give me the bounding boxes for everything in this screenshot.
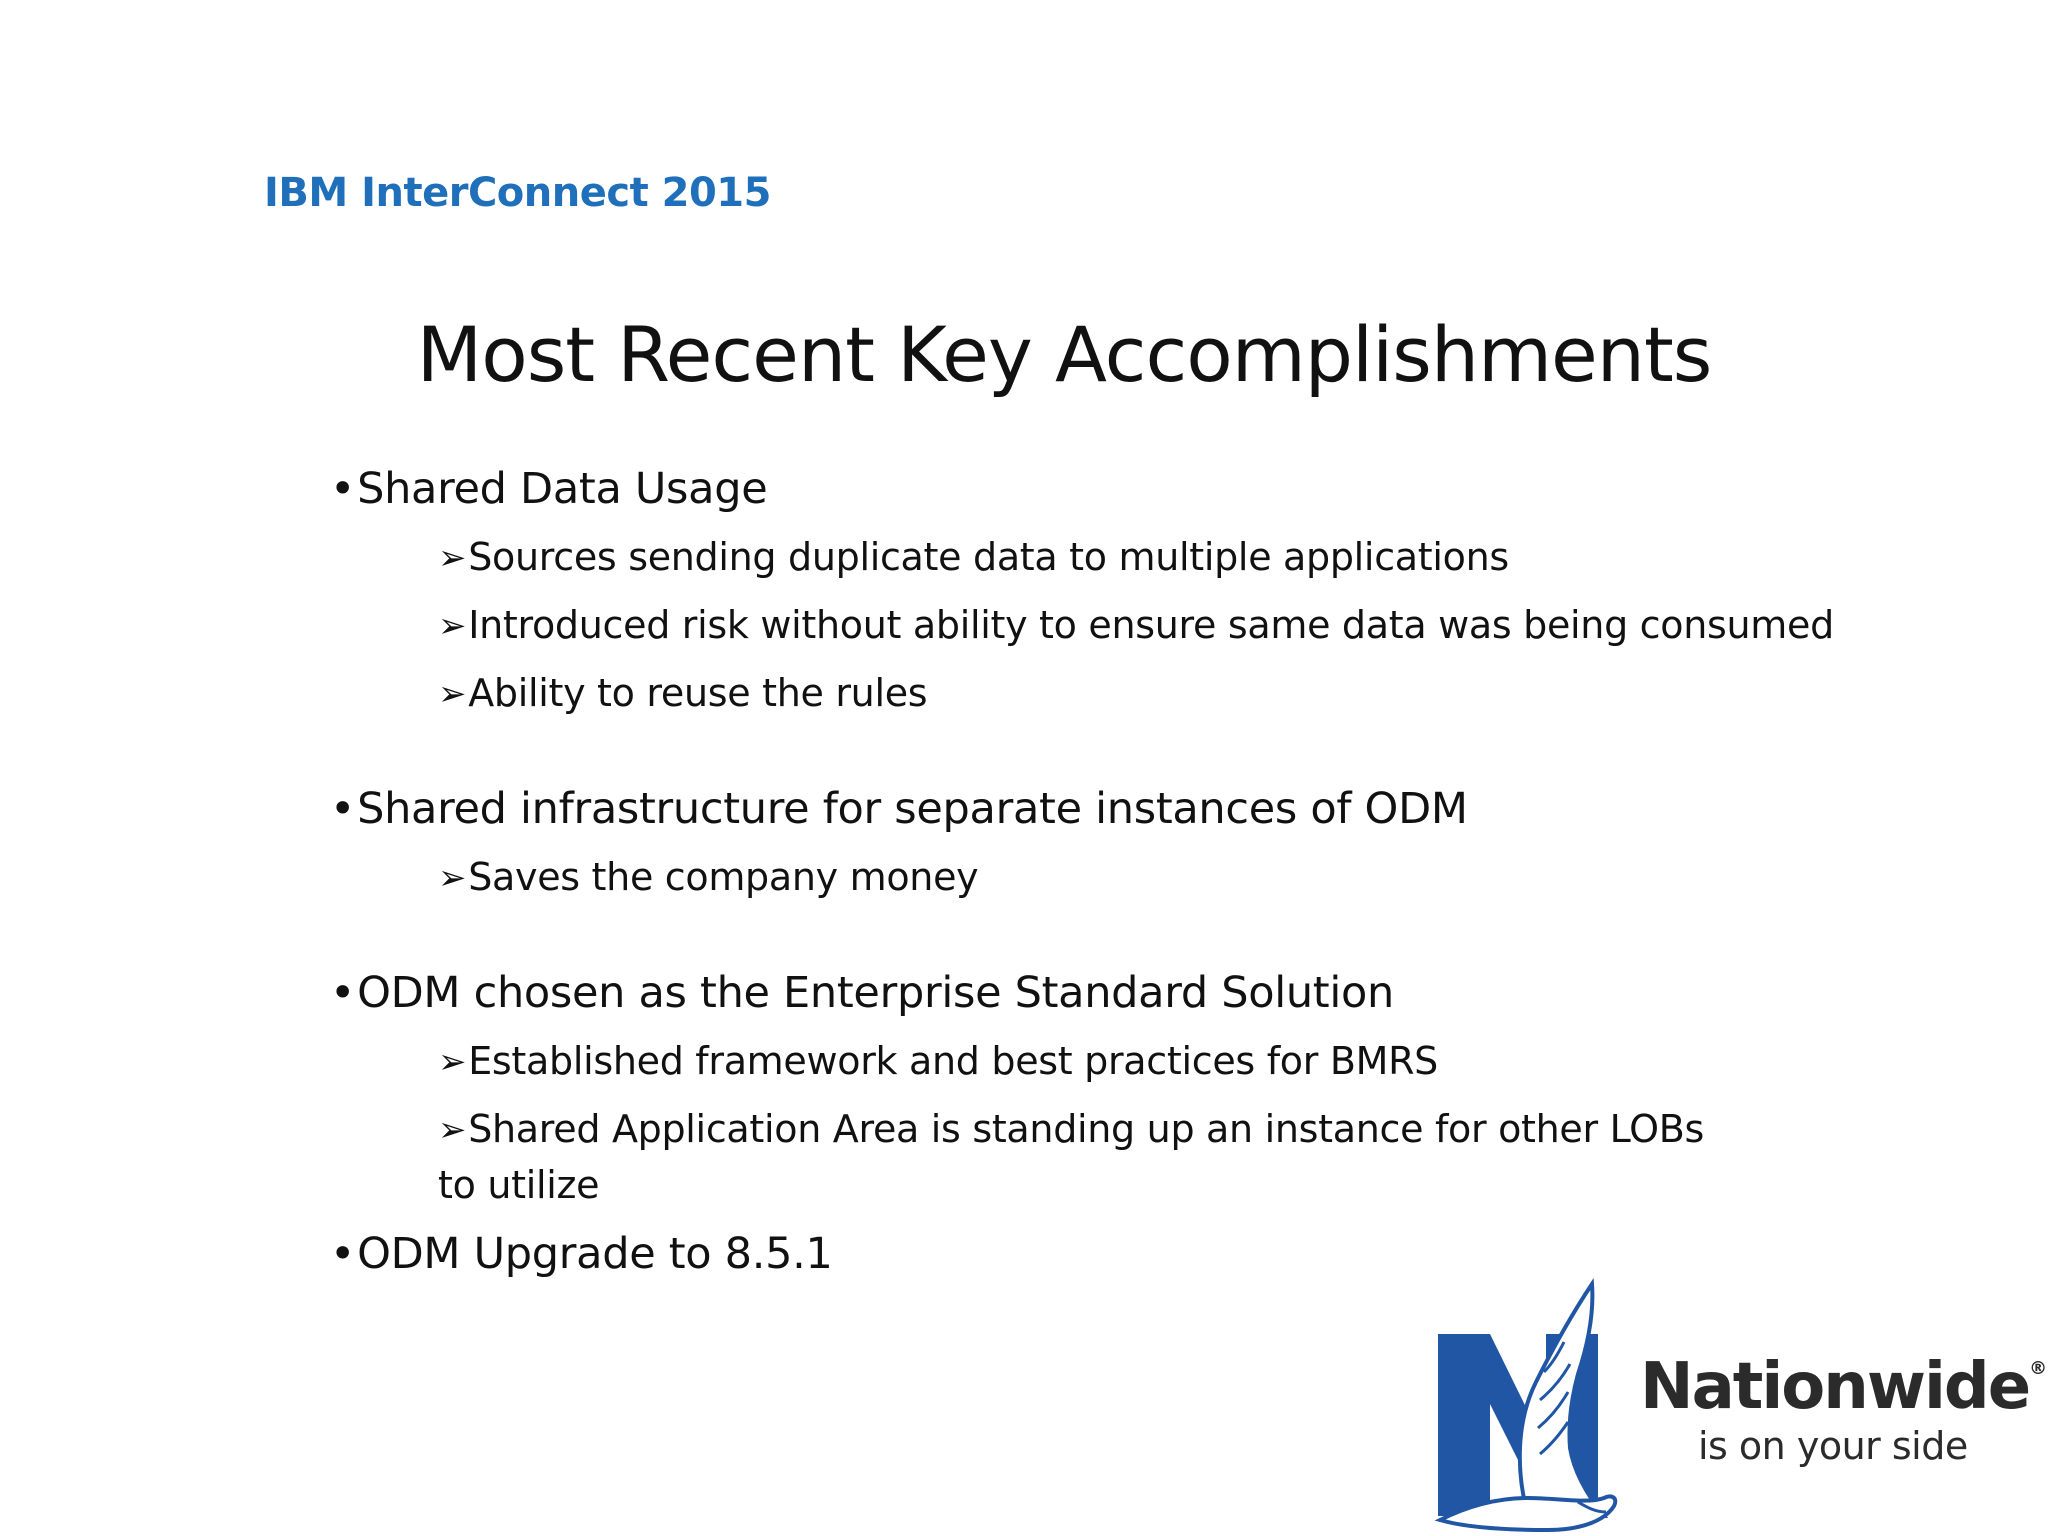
sub-bullet-text: Shared Application Area is standing up an instance for other LOBs to utilize <box>438 1107 1704 1207</box>
sub-bullet-item <box>438 530 1890 586</box>
sub-bullet-item <box>438 666 1890 722</box>
sub-bullet-text: Established framework and best practices for BMRS <box>468 1039 1438 1083</box>
bullet-text: ODM Upgrade to 8.5.1 <box>357 1229 833 1279</box>
sub-bullet-item <box>438 1102 1738 1213</box>
sub-bullet-item <box>438 1034 1890 1090</box>
arrow-bullet-icon: ➢ <box>438 538 467 578</box>
sub-bullet-text: Introduced risk without ability to ensure same data was being consumed <box>468 603 1834 647</box>
sub-bullet-text: Saves the company money <box>468 855 979 899</box>
sub-bullet-item <box>438 598 1890 654</box>
arrow-bullet-icon: ➢ <box>438 1110 467 1150</box>
bullet-item: •Shared infrastructure for separate instances of ODM <box>330 784 1468 834</box>
registered-mark: ® <box>2029 1358 2048 1379</box>
slide-title: Most Recent Key Accomplishments <box>416 310 1712 399</box>
arrow-bullet-icon: ➢ <box>438 674 467 714</box>
sub-bullet-text: Sources sending duplicate data to multiple applications <box>468 535 1509 579</box>
bullet-text: Shared infrastructure for separate instances of ODM <box>357 784 1468 834</box>
bullet-item: •ODM Upgrade to 8.5.1 <box>330 1229 833 1279</box>
bullet-item: •ODM chosen as the Enterprise Standard Solution <box>330 968 1394 1018</box>
bullet-text: Shared Data Usage <box>357 464 768 514</box>
sub-bullet-item <box>438 850 1890 906</box>
bullet-text: ODM chosen as the Enterprise Standard Solution <box>357 968 1394 1018</box>
arrow-bullet-icon: ➢ <box>438 606 467 646</box>
bullet-list <box>330 460 1890 1283</box>
brand-logo-text: Nationwide® <box>1640 1350 2048 1424</box>
arrow-bullet-icon: ➢ <box>438 858 467 898</box>
bullet-item: •Shared Data Usage <box>330 464 768 514</box>
brand-tagline: is on your side <box>1698 1424 1968 1468</box>
event-header: IBM InterConnect 2015 <box>264 170 771 216</box>
arrow-bullet-icon: ➢ <box>438 1042 467 1082</box>
sub-bullet-text: Ability to reuse the rules <box>468 671 928 715</box>
